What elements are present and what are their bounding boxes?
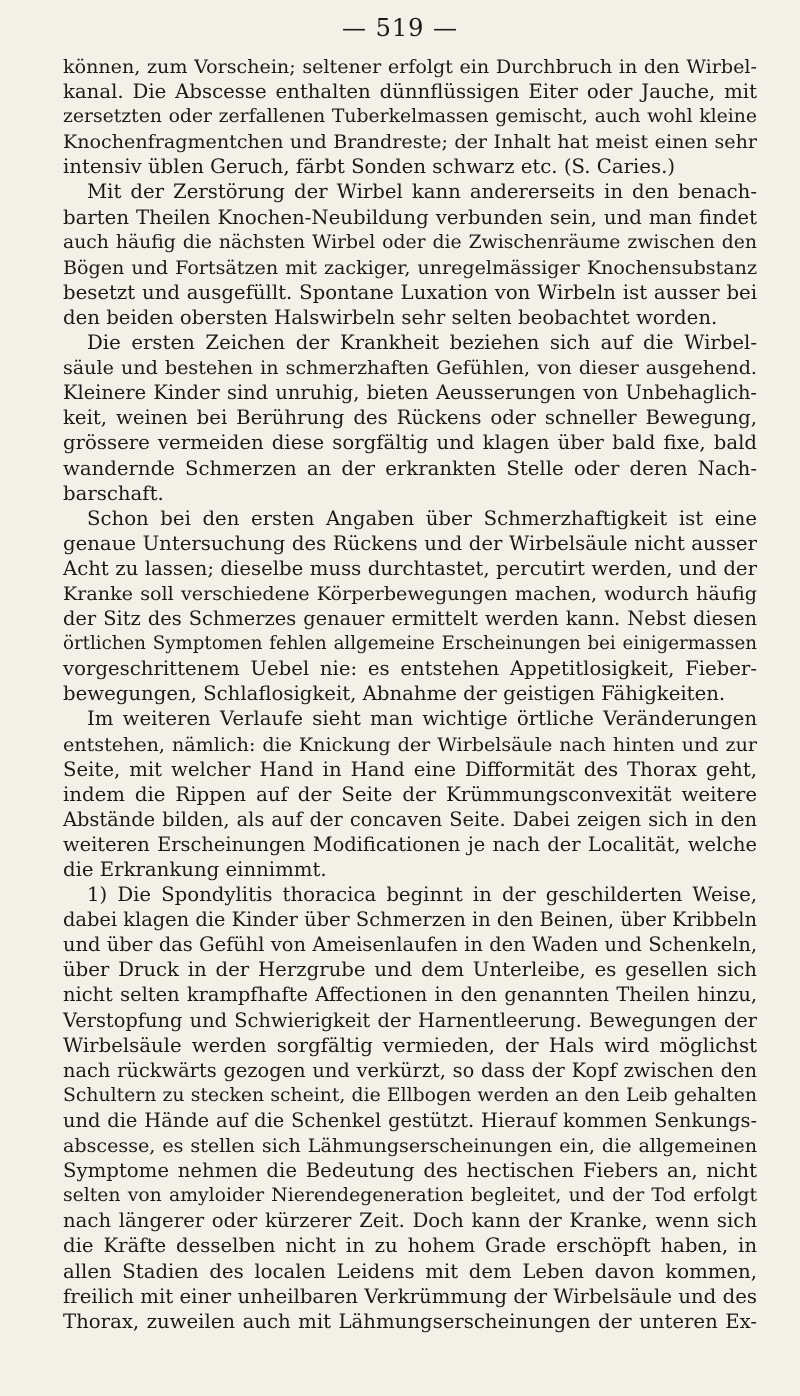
text-line: Schultern zu stecken scheint, die Ellbogen werden an den Leib gehalten bbox=[63, 1084, 757, 1106]
text-line: Acht zu lassen; dieselbe muss durchtastet, percutirt werden, und der bbox=[63, 556, 757, 580]
text-line: säule und bestehen in schmerzhaften Gefühlen, von dieser ausgehend. bbox=[63, 356, 757, 380]
text-line: besetzt und ausgefüllt. Spontane Luxation von Wirbeln ist ausser bei bbox=[63, 280, 757, 304]
text-line: wandernde Schmerzen an der erkrankten Stelle oder deren Nach- bbox=[63, 456, 757, 480]
text-line: weiteren Erscheinungen Modificationen je nach der Localität, welche bbox=[63, 832, 757, 856]
text-line: Die ersten Zeichen der Krankheit beziehen sich auf die Wirbel- bbox=[87, 331, 757, 355]
text-line: Verstopfung und Schwierigkeit der Harnentleerung. Bewegungen der bbox=[63, 1008, 757, 1032]
text-line: intensiv üblen Geruch, färbt Sonden schwarz etc. (S. Caries.) bbox=[63, 155, 676, 179]
text-line: die Kräfte desselben nicht in zu hohem Grade erschöpft haben, in bbox=[63, 1234, 757, 1258]
text-line: Thorax, zuweilen auch mit Lähmungserscheinungen der unteren Ex- bbox=[63, 1309, 757, 1333]
text-line: Mit der Zerstörung der Wirbel kann andererseits in den benach- bbox=[87, 180, 757, 204]
text-line: Symptome nehmen die Bedeutung des hectischen Fiebers an, nicht bbox=[63, 1159, 757, 1183]
page-number: — 519 — bbox=[341, 14, 459, 42]
text-line: grössere vermeiden diese sorgfältig und klagen über bald fixe, bald bbox=[63, 431, 757, 455]
text-line: freilich mit einer unheilbaren Verkrümmung der Wirbelsäule und des bbox=[63, 1284, 757, 1308]
text-line: genaue Untersuchung des Rückens und der Wirbelsäule nicht ausser bbox=[63, 531, 757, 555]
text-line: Wirbelsäule werden sorgfältig vermieden, der Hals wird möglichst bbox=[63, 1033, 757, 1057]
text-line: kanal. Die Abscesse enthalten dünnflüssigen Eiter oder Jauche, mit bbox=[63, 80, 757, 104]
text-line: nach rückwärts gezogen und verkürzt, so dass der Kopf zwischen den bbox=[63, 1058, 757, 1082]
text-line: barten Theilen Knochen-Neubildung verbunden sein, und man findet bbox=[63, 205, 757, 229]
text-line: Bögen und Fortsätzen mit zackiger, unregelmässiger Knochensubstanz bbox=[63, 255, 757, 279]
body-text bbox=[63, 54, 757, 1334]
text-line: der Sitz des Schmerzes genauer ermittelt werden kann. Nebst diesen bbox=[63, 607, 757, 631]
text-line: auch häufig die nächsten Wirbel oder die Zwischenräume zwischen den bbox=[63, 231, 757, 253]
text-line: örtlichen Symptomen fehlen allgemeine Erscheinungen bei einigermassen bbox=[63, 633, 757, 655]
text-line: Kleinere Kinder sind unruhig, bieten Aeusserungen von Unbehaglich- bbox=[63, 381, 757, 405]
text-line: können, zum Vorschein; seltener erfolgt ein Durchbruch in den Wirbel- bbox=[63, 55, 757, 78]
text-line: Schon bei den ersten Angaben über Schmerzhaftigkeit ist eine bbox=[87, 506, 757, 530]
text-line: und die Hände auf die Schenkel gestützt. Hierauf kommen Senkungs- bbox=[63, 1108, 757, 1132]
text-line: allen Stadien des localen Leidens mit dem Leben davon kommen, bbox=[63, 1259, 757, 1283]
text-line: Im weiteren Verlaufe sieht man wichtige örtliche Veränderungen bbox=[87, 707, 757, 731]
text-line: die Erkrankung einnimmt. bbox=[63, 858, 327, 881]
text-line: indem die Rippen auf der Seite der Krümmungsconvexität weitere bbox=[63, 782, 757, 806]
text-line: Kranke soll verschiedene Körperbewegungen machen, wodurch häufig bbox=[63, 581, 757, 605]
text-line: nach längerer oder kürzerer Zeit. Doch kann der Kranke, wenn sich bbox=[63, 1209, 757, 1233]
text-line: vorgeschrittenem Uebel nie: es entstehen Appetitlosigkeit, Fieber- bbox=[63, 657, 757, 681]
text-line: über Druck in der Herzgrube und dem Unterleibe, es gesellen sich bbox=[63, 958, 757, 982]
text-line: zersetzten oder zerfallenen Tuberkelmassen gemischt, auch wohl kleine bbox=[63, 106, 757, 128]
text-line: Knochenfragmentchen und Brandreste; der Inhalt hat meist einen sehr bbox=[63, 130, 757, 154]
text-line: und über das Gefühl von Ameisenlaufen in den Waden und Schenkeln, bbox=[63, 933, 757, 957]
text-line: bewegungen, Schlaflosigkeit, Abnahme der geistigen Fähigkeiten. bbox=[63, 682, 726, 706]
text-line: dabei klagen die Kinder über Schmerzen in den Beinen, über Kribbeln bbox=[63, 908, 757, 932]
text-line: den beiden obersten Halswirbeln sehr selten beobachtet worden. bbox=[63, 305, 718, 329]
text-line: Abstände bilden, als auf der concaven Seite. Dabei zeigen sich in den bbox=[63, 807, 757, 831]
text-line: 1) Die Spondylitis thoracica beginnt in der geschilderten Weise, bbox=[87, 883, 757, 907]
text-line: selten von amyloider Nierendegeneration begleitet, und der Tod erfolgt bbox=[63, 1185, 757, 1207]
text-line: abscesse, es stellen sich Lähmungserscheinungen ein, die allgemeinen bbox=[63, 1134, 757, 1158]
text-line: nicht selten krampfhafte Affectionen in den genannten Theilen hinzu, bbox=[63, 983, 757, 1007]
text-line: keit, weinen bei Berührung des Rückens oder schneller Bewegung, bbox=[63, 406, 757, 430]
text-line: entstehen, nämlich: die Knickung der Wirbelsäule nach hinten und zur bbox=[63, 732, 757, 756]
text-line: barschaft. bbox=[63, 481, 164, 505]
text-line: Seite, mit welcher Hand in Hand eine Difformität des Thorax geht, bbox=[63, 757, 757, 781]
